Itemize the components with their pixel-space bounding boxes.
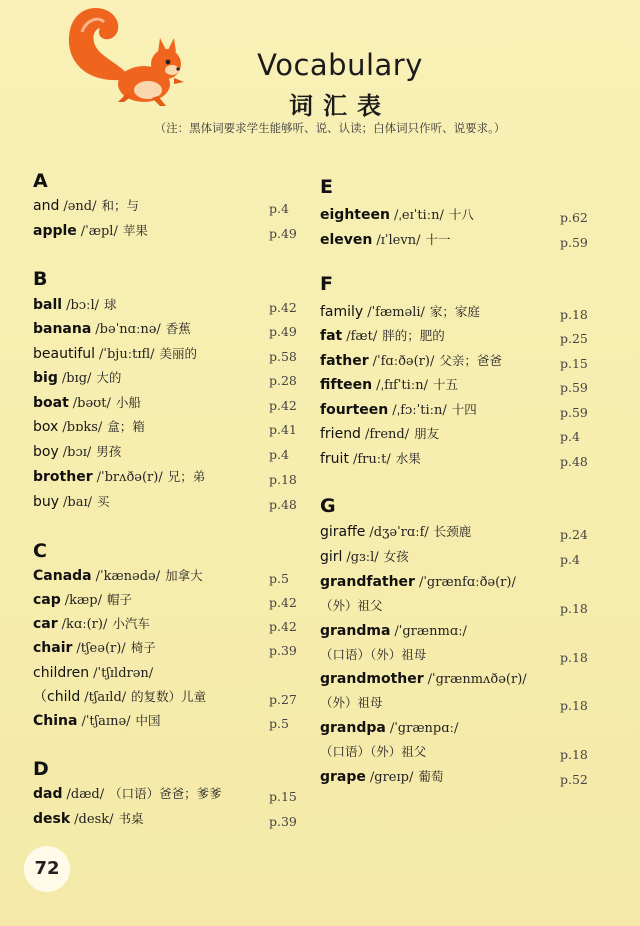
vocab-translation: 书桌: [118, 811, 144, 826]
vocab-entry: [33, 491, 110, 513]
vocab-pronunciation: /greɪp/: [369, 770, 414, 785]
vocab-entry: [33, 294, 117, 316]
page-reference: p.4: [560, 552, 580, 567]
vocab-word: grandma: [320, 623, 391, 639]
vocab-translation: 胖的；肥的: [382, 328, 445, 343]
vocab-pronunciation: /bəˈnɑːnə/: [95, 322, 161, 337]
vocab-pronunciation: /ɪˈlevn/: [376, 233, 421, 248]
vocab-translation: 长颈鹿: [433, 524, 472, 539]
section-letter-d: D: [33, 758, 49, 780]
vocab-translation: 帽子: [106, 592, 132, 607]
page-reference: p.59: [560, 405, 588, 420]
vocab-word: dad: [33, 786, 63, 802]
vocab-word: beautiful: [33, 346, 96, 362]
vocab-entry: [33, 613, 150, 635]
vocab-pronunciation: /ˈgrænmɑː/: [394, 624, 467, 639]
vocab-translation: 水果: [395, 451, 421, 466]
vocab-pronunciation: /ˈkænədə/: [95, 569, 161, 584]
vocab-pronunciation: /ˈbrʌðə(r)/: [96, 470, 163, 485]
vocab-pronunciation: /ˈfɑːðə(r)/: [372, 354, 435, 369]
vocab-pronunciation: /ˈæpl/: [80, 224, 118, 239]
vocab-entry: [320, 668, 527, 690]
vocab-entry: [33, 783, 222, 805]
vocab-translation: 小船: [115, 395, 141, 410]
vocab-translation: 美丽的: [159, 346, 198, 361]
page-reference: p.48: [560, 454, 588, 469]
vocab-pronunciation: /ˌfɔːˈtiːn/: [392, 403, 447, 418]
vocab-word: father: [320, 353, 369, 369]
vocab-translation: （外）祖母: [320, 695, 383, 710]
vocab-entry: [33, 220, 148, 242]
vocab-translation: （口语）（外）祖母: [320, 647, 427, 662]
vocab-translation: 男孩: [96, 444, 122, 459]
vocab-entry: [33, 710, 161, 732]
vocab-translation: 苹果: [122, 223, 148, 238]
vocab-entry: [33, 565, 203, 587]
vocab-word: buy: [33, 494, 60, 510]
page-reference: p.18: [560, 747, 588, 762]
vocab-pronunciation: /desk/: [74, 812, 114, 827]
vocab-word: fat: [320, 328, 343, 344]
vocab-pronunciation: /ˈtʃɪldrən/: [93, 666, 154, 681]
vocab-translation: 的复数）儿童: [131, 689, 207, 704]
vocab-entry: [33, 441, 121, 463]
vocab-entry: [33, 392, 141, 414]
page-reference: p.42: [269, 619, 297, 634]
vocab-word: cap: [33, 592, 61, 608]
vocab-entry: [33, 589, 132, 611]
vocab-entry: [33, 662, 153, 684]
title-chinese: 词汇表: [289, 91, 391, 120]
vocab-translation: 十八: [448, 207, 474, 222]
vocab-pronunciation: /bɪg/: [61, 371, 92, 386]
vocab-translation: 香蕉: [165, 321, 191, 336]
vocab-word: China: [33, 713, 78, 729]
vocab-pronunciation: /kɑː(r)/: [61, 617, 108, 632]
title-english: Vocabulary: [257, 48, 423, 82]
page-reference: p.18: [269, 472, 297, 487]
vocab-pronunciation: /kæp/: [64, 593, 102, 608]
vocab-translation: 朋友: [414, 426, 440, 441]
vocab-pronunciation: /bɔɪ/: [62, 445, 92, 460]
vocab-pronunciation: /ˈgrænpɑː/: [389, 721, 459, 736]
vocab-word: friend: [320, 426, 361, 442]
vocab-entry: [33, 343, 197, 365]
page-reference: p.39: [269, 814, 297, 829]
vocab-entry: [320, 595, 383, 617]
vocab-pronunciation: /dʒəˈrɑːf/: [369, 525, 429, 540]
vocab-entry: [33, 637, 156, 659]
vocab-translation: 十四: [451, 402, 477, 417]
vocab-pronunciation: /ˌeɪˈtiːn/: [393, 208, 444, 223]
vocab-word: （child: [33, 689, 81, 705]
vocab-translation: 十五: [432, 377, 458, 392]
vocab-pronunciation: /tʃeə(r)/: [76, 641, 126, 656]
vocab-pronunciation: /ˈbjuːtɪfl/: [99, 347, 155, 362]
vocab-translation: 家；家庭: [429, 304, 480, 319]
vocab-translation: （口语）（外）祖父: [320, 744, 427, 759]
vocab-word: girl: [320, 549, 343, 565]
vocab-word: boy: [33, 444, 59, 460]
vocab-word: giraffe: [320, 524, 366, 540]
vocab-word: apple: [33, 223, 77, 239]
vocab-entry: [33, 686, 206, 708]
vocab-entry: [320, 644, 426, 666]
page-reference: p.4: [269, 201, 289, 216]
vocab-entry: [320, 620, 467, 642]
vocab-entry: [320, 692, 383, 714]
usage-note: （注：黑体词要求学生能够听、说、认读；白体词只作听、说要求。）: [154, 121, 506, 135]
page-reference: p.52: [560, 772, 588, 787]
vocab-entry: [320, 766, 443, 788]
vocab-word: Canada: [33, 568, 92, 584]
page-reference: p.25: [560, 331, 588, 346]
vocab-word: big: [33, 370, 58, 386]
vocab-entry: [320, 546, 409, 568]
vocab-pronunciation: /fæt/: [346, 329, 378, 344]
vocab-pronunciation: /bɒks/: [62, 420, 103, 435]
vocab-translation: 兄；弟: [167, 469, 206, 484]
vocab-entry: [320, 350, 502, 372]
vocab-word: children: [33, 665, 90, 681]
section-letter-b: B: [33, 268, 48, 290]
vocab-entry: [33, 416, 145, 438]
vocab-entry: [320, 399, 477, 421]
section-letter-f: F: [320, 273, 333, 295]
vocab-translation: 大的: [96, 370, 122, 385]
vocab-word: grape: [320, 769, 366, 785]
vocab-entry: [320, 325, 445, 347]
vocab-translation: （口语）爸爸；爹爹: [109, 786, 222, 801]
vocab-translation: 葡萄: [418, 769, 444, 784]
page-number: 72: [24, 846, 70, 892]
vocab-word: and: [33, 198, 60, 214]
vocab-translation: 女孩: [383, 549, 409, 564]
page-reference: p.39: [269, 643, 297, 658]
vocab-translation: （外）祖父: [320, 598, 383, 613]
vocab-word: fourteen: [320, 402, 389, 418]
page-reference: p.15: [269, 789, 297, 804]
vocab-pronunciation: /dæd/: [66, 787, 105, 802]
vocab-pronunciation: /ˈfæməli/: [367, 305, 425, 320]
vocab-pronunciation: /frend/: [364, 427, 410, 442]
vocab-word: fifteen: [320, 377, 373, 393]
vocab-pronunciation: /ˌfɪfˈtiːn/: [376, 378, 428, 393]
vocab-translation: 和；与: [101, 198, 140, 213]
page-reference: p.18: [560, 307, 588, 322]
vocab-word: boat: [33, 395, 69, 411]
section-letter-e: E: [320, 176, 333, 198]
vocab-translation: 中国: [135, 713, 161, 728]
page-reference: p.24: [560, 527, 588, 542]
vocab-entry: [320, 301, 480, 323]
page-reference: p.41: [269, 422, 297, 437]
vocab-word: chair: [33, 640, 73, 656]
vocab-word: car: [33, 616, 58, 632]
page-reference: p.42: [269, 300, 297, 315]
vocab-pronunciation: /fruːt/: [352, 452, 391, 467]
vocab-pronunciation: /baɪ/: [63, 495, 93, 510]
vocab-entry: [320, 374, 458, 396]
vocab-translation: 加拿大: [165, 568, 203, 583]
vocab-entry: [320, 423, 439, 445]
vocab-entry: [320, 741, 426, 763]
vocab-translation: 小汽车: [112, 616, 150, 631]
section-letter-g: G: [320, 495, 336, 517]
page-reference: p.5: [269, 716, 289, 731]
vocab-word: box: [33, 419, 59, 435]
vocab-pronunciation: /bɔːl/: [66, 298, 99, 313]
vocab-entry: [33, 318, 191, 340]
vocab-entry: [320, 571, 516, 593]
page-reference: p.4: [269, 447, 289, 462]
page-reference: p.4: [560, 429, 580, 444]
vocab-translation: 盒；箱: [107, 419, 145, 434]
vocab-pronunciation: /ˈtʃaɪnə/: [81, 714, 131, 729]
page-reference: p.5: [269, 571, 289, 586]
vocab-word: family: [320, 304, 364, 320]
page-reference: p.42: [269, 398, 297, 413]
vocab-word: eleven: [320, 232, 373, 248]
vocab-word: grandpa: [320, 720, 386, 736]
page-reference: p.49: [269, 226, 297, 241]
page-reference: p.18: [560, 601, 588, 616]
vocab-translation: 买: [97, 494, 110, 509]
page-reference: p.27: [269, 692, 297, 707]
page-reference: p.59: [560, 380, 588, 395]
section-letter-a: A: [33, 170, 48, 192]
vocab-translation: 十一: [425, 232, 451, 247]
vocab-entry: [320, 229, 450, 251]
page-reference: p.18: [560, 650, 588, 665]
vocab-translation: 父亲；爸爸: [439, 353, 502, 368]
section-letter-c: C: [33, 540, 47, 562]
vocab-word: grandfather: [320, 574, 415, 590]
vocab-word: grandmother: [320, 671, 424, 687]
page-reference: p.15: [560, 356, 588, 371]
vocab-entry: [33, 808, 144, 830]
vocab-translation: 球: [103, 297, 117, 312]
vocab-word: brother: [33, 469, 93, 485]
page-reference: p.28: [269, 373, 297, 388]
page-reference: p.59: [560, 235, 588, 250]
page-reference: p.49: [269, 324, 297, 339]
vocab-word: eighteen: [320, 207, 390, 223]
vocab-entry: [33, 367, 121, 389]
vocab-word: ball: [33, 297, 63, 313]
page-reference: p.42: [269, 595, 297, 610]
vocab-entry: [33, 195, 139, 217]
vocab-word: desk: [33, 811, 71, 827]
vocab-translation: 椅子: [130, 640, 156, 655]
vocab-pronunciation: /tʃaɪld/: [84, 690, 127, 705]
vocab-word: banana: [33, 321, 92, 337]
page-reference: p.48: [269, 497, 297, 512]
vocab-pronunciation: /ənd/: [63, 199, 97, 214]
vocab-entry: [320, 448, 421, 470]
vocab-pronunciation: /ˈgrænfɑːðə(r)/: [418, 575, 516, 590]
vocab-entry: [320, 204, 474, 226]
vocab-entry: [320, 717, 458, 739]
page-reference: p.58: [269, 349, 297, 364]
page-reference: p.62: [560, 210, 588, 225]
page-reference: p.18: [560, 698, 588, 713]
vocab-pronunciation: /ˈgrænmʌðə(r)/: [427, 672, 527, 687]
vocab-entry: [320, 521, 471, 543]
vocab-word: fruit: [320, 451, 349, 467]
vocab-entry: [33, 466, 205, 488]
squirrel-illustration-icon: [62, 2, 192, 114]
vocab-pronunciation: /bəʊt/: [72, 396, 111, 411]
vocab-pronunciation: /gɜːl/: [346, 550, 379, 565]
